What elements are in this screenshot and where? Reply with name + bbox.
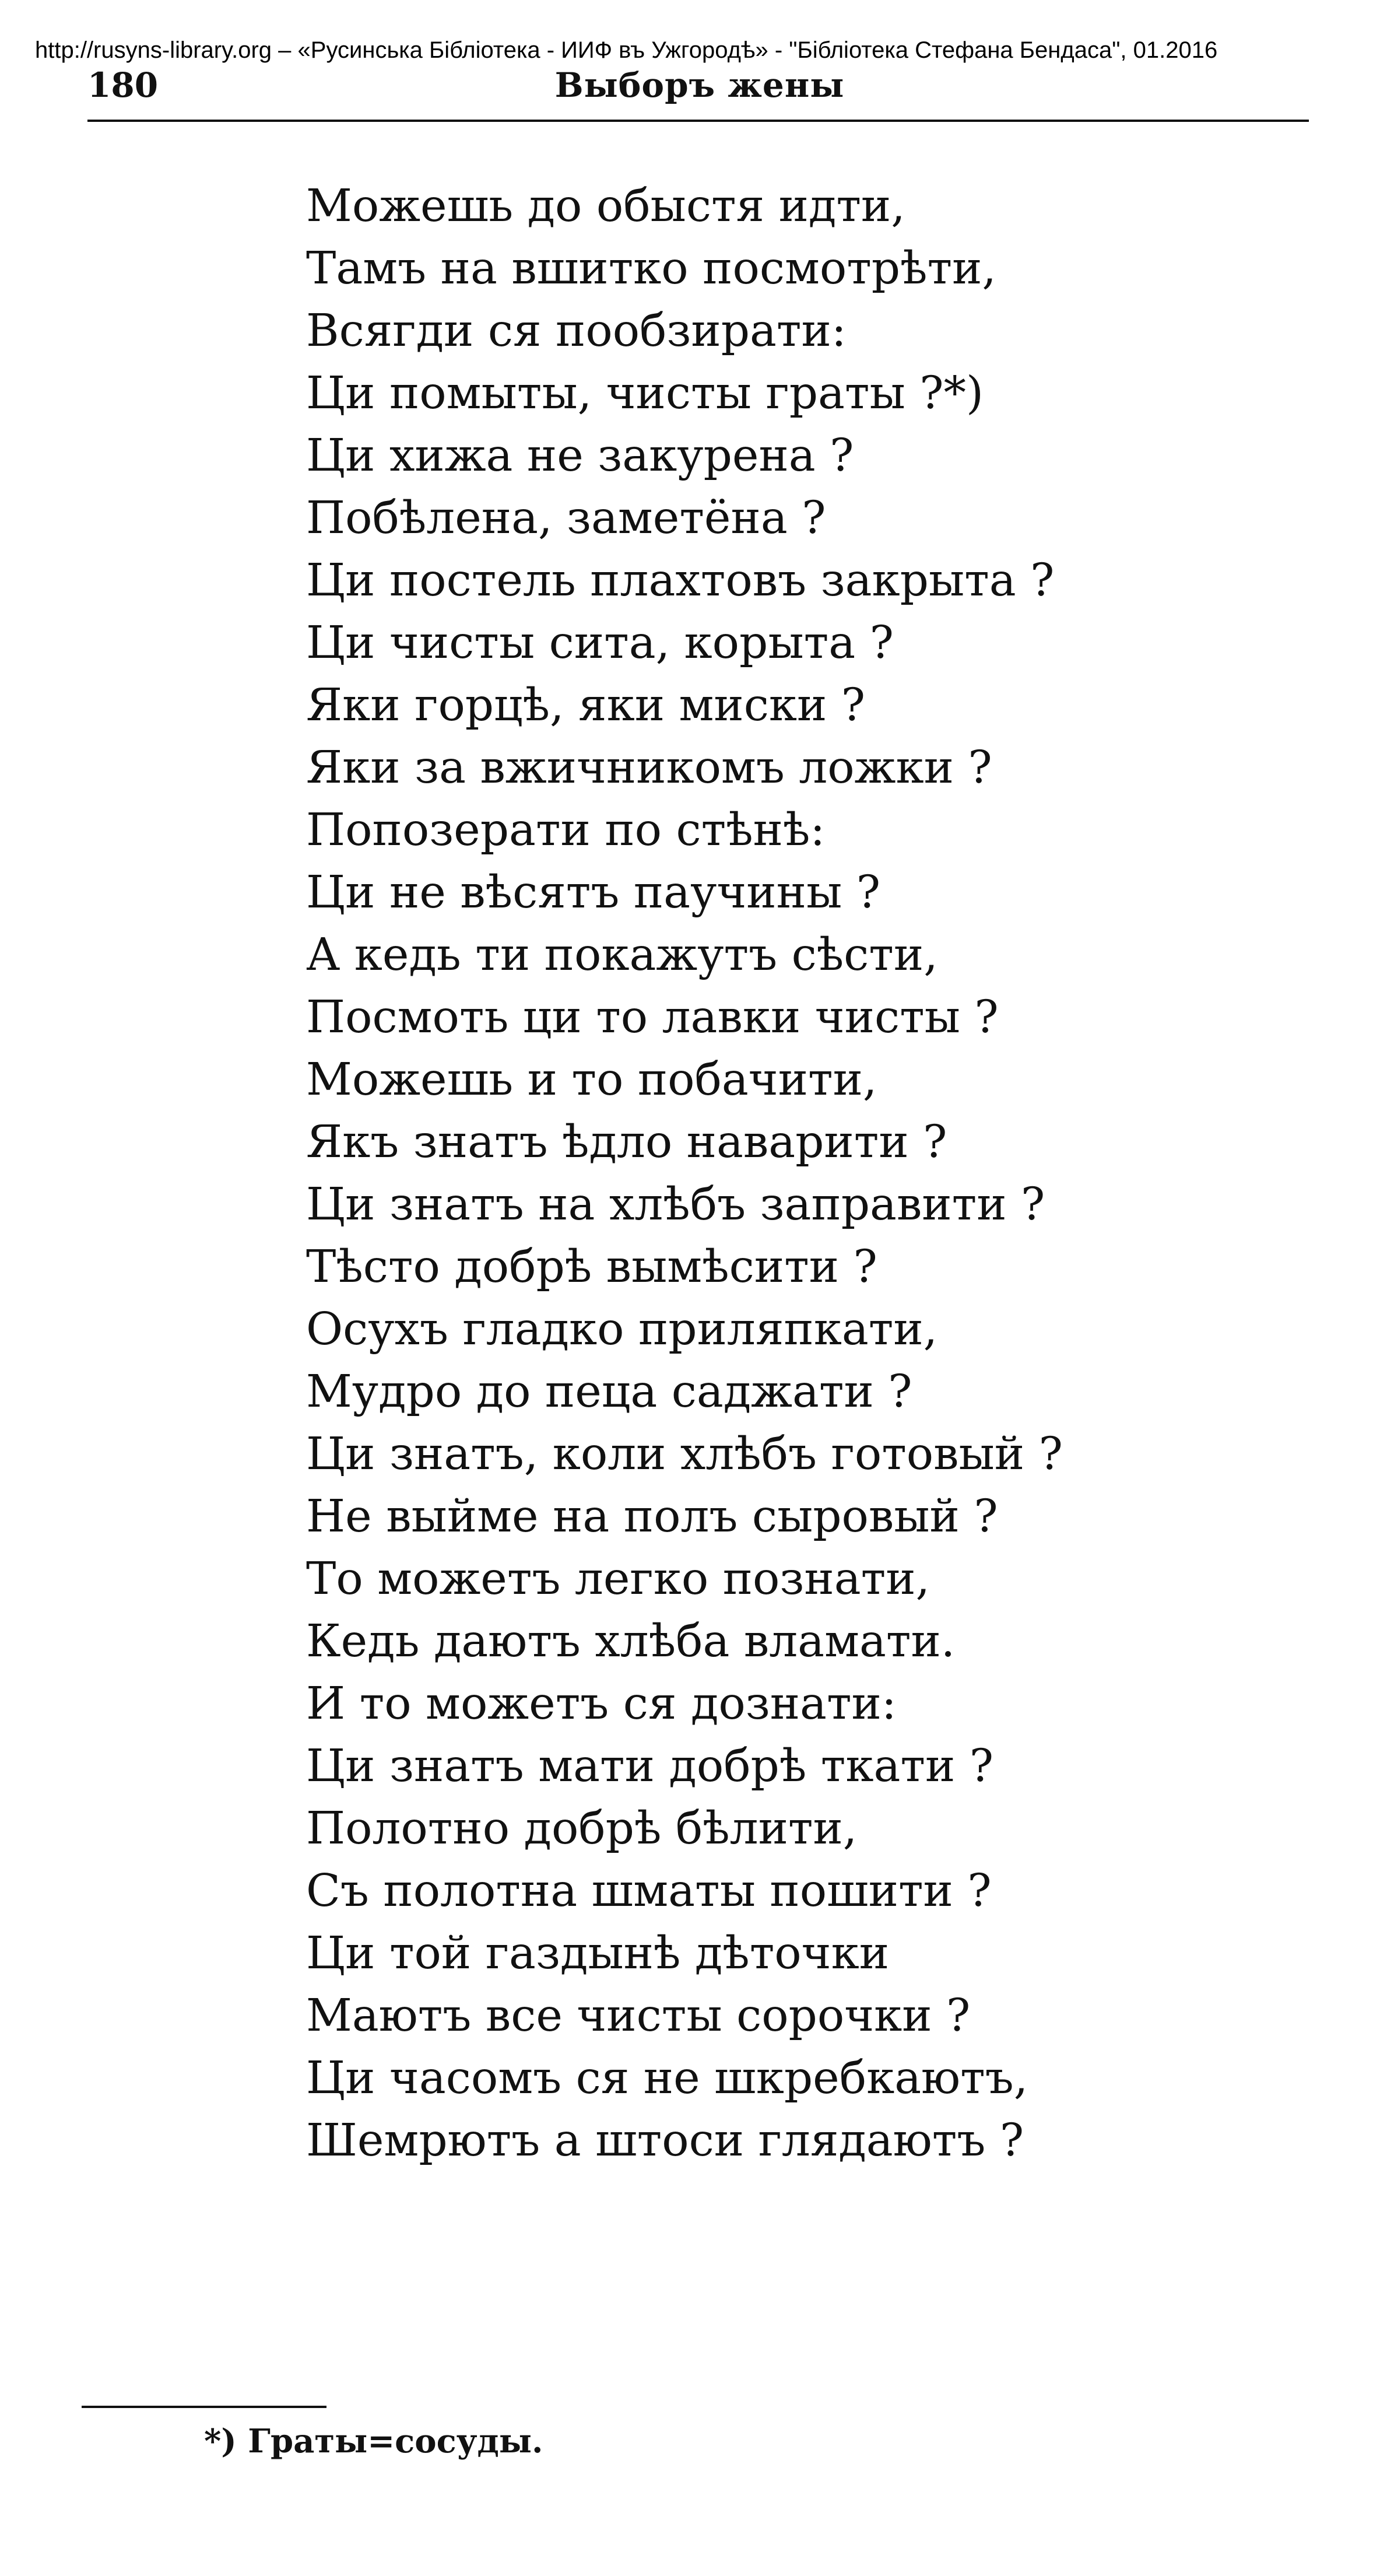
verse-line: Тѣсто добрѣ вымѣсити ?	[306, 1241, 877, 1293]
footnote-rule	[82, 2406, 326, 2408]
verse-line: Ци постель плахтовъ закрыта ?	[306, 555, 1055, 607]
verse-line: Ци помыты, чисты граты ?*)	[306, 367, 984, 419]
verse-line: Ци чисты сита, корыта ?	[306, 617, 894, 669]
verse-line: Ци часомъ ся не шкребкаютъ,	[306, 2052, 1028, 2104]
running-head	[87, 64, 1312, 111]
stanza	[306, 1423, 1297, 1673]
stanza	[306, 175, 1297, 425]
verse-line: Ци хижа не закурена ?	[306, 430, 854, 482]
verse-line: Съ полотна шматы пошити ?	[306, 1865, 992, 1917]
page-title: Выборъ жены	[554, 65, 845, 105]
verse-line: Яки за вжичникомъ ложки ?	[306, 742, 992, 794]
verse-line: Ци не вѣсятъ паучины ?	[306, 867, 880, 919]
verse-line: Ци знатъ мати добрѣ ткати ?	[306, 1740, 994, 1792]
verse-line: Можешь до обыстя идти,	[306, 180, 905, 232]
verse-line: Не выйме на полъ сыровый ?	[306, 1491, 998, 1543]
verse-line: Ци знатъ, коли хлѣбъ готовый ?	[306, 1428, 1063, 1480]
verse-line: Полотно добрѣ бѣлити,	[306, 1803, 858, 1855]
stanza	[306, 1173, 1297, 1423]
source-url-line: http://rusyns-library.org – «Русинська Бібліотека - ИИФ въ Ужгородѣ» - "Бібліотека Стефана Бендаса", 01.2016	[35, 37, 1218, 63]
poem-body	[306, 175, 1297, 2172]
verse-line: Тамъ на вшитко посмотрѣти,	[306, 243, 996, 295]
stanza	[306, 1922, 1297, 2172]
verse-line: Ци той газдынѣ дѣточки	[306, 1927, 890, 1979]
stanza	[306, 1673, 1297, 1922]
verse-line: Мудро до пеца саджати ?	[306, 1366, 912, 1418]
verse-line: Кедь даютъ хлѣба вламати.	[306, 1615, 956, 1667]
verse-line: Маютъ все чисты сорочки ?	[306, 1990, 971, 2042]
verse-line: Побѣлена, заметёна ?	[306, 492, 826, 544]
verse-line: То можетъ легко познати,	[306, 1553, 930, 1605]
verse-line: Посмоть ци то лавки чисты ?	[306, 991, 999, 1043]
stanza	[306, 924, 1297, 1173]
verse-line: Попозерати по стѣнѣ:	[306, 804, 826, 856]
verse-line: А кедь ти покажутъ сѣсти,	[306, 929, 938, 981]
stanza	[306, 674, 1297, 924]
footnote: *) Граты=сосуды.	[204, 2422, 543, 2461]
stanza	[306, 425, 1297, 674]
verse-line: И то можетъ ся дознати:	[306, 1678, 897, 1730]
verse-line: Всягди ся пообзирати:	[306, 305, 847, 357]
verse-line: Шемрютъ а штоси глядаютъ ?	[306, 2115, 1024, 2167]
verse-line: Можешь и то побачити,	[306, 1054, 877, 1106]
header-rule	[87, 120, 1309, 122]
page-number: 180	[87, 65, 159, 105]
verse-line: Ци знатъ на хлѣбъ заправити ?	[306, 1179, 1045, 1231]
verse-line: Осухъ гладко приляпкати,	[306, 1303, 938, 1355]
verse-line: Яки горцѣ, яки миски ?	[306, 679, 866, 731]
verse-line: Якъ знатъ ѣдло наварити ?	[306, 1116, 947, 1168]
